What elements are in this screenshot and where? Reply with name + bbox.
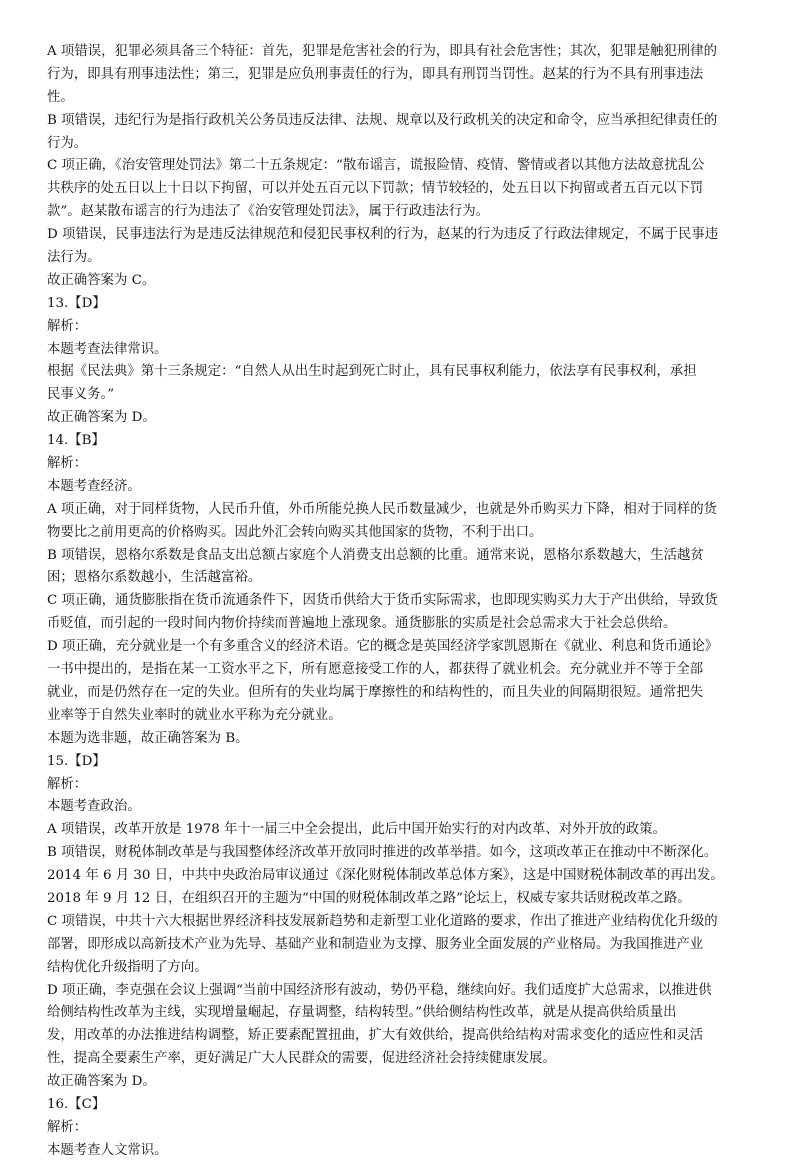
text-line: B 项错误，财税体制改革是与我国整体经济改革开放同时推进的改革举措。如今，这项改革正在推动中不断深化。	[47, 845, 718, 861]
text-line: D 项正确，充分就业是一个有多重含义的经济术语。它的概念是英国经济学家凯恩斯在《就业、利息和货币通论》	[47, 639, 719, 655]
text-line: D 项正确，李克强在会议上强调“当前中国经济形有波动，势仍平稳，继续向好。我们适度扩大总需求，以推进供	[47, 982, 712, 998]
text-line: 根据《民法典》第十三条规定：“自然人从出生时起到死亡时止，具有民事权利能力，依法享有民事权利，承担	[47, 364, 697, 380]
text-line: 16.【C】	[47, 1096, 106, 1112]
text-line: 发，用改革的办法推进结构调整，矫正要素配置扭曲，扩大有效供给，提高供给结构对需求变化的适应性和灵活	[47, 1028, 704, 1044]
text-line: 本题考查人文常识。	[47, 1142, 168, 1158]
text-line: 法行为。	[47, 250, 101, 266]
text-line: 解析：	[47, 456, 88, 472]
text-line: C 项正确，通货膨胀指在货币流通条件下，因货币供给大于货币实际需求，也即现实购买力大于产出供给，导致货	[47, 593, 718, 609]
text-line: B 项错误，违纪行为是指行政机关公务员违反法律、法规、规章以及行政机关的决定和命令，应当承担纪律责任的	[47, 112, 718, 128]
text-line: 币贬值，而引起的一段时间内物价持续而普遍地上涨现象。通货膨胀的实质是社会总需求大于社会总供给。	[47, 616, 677, 632]
text-line: 款”。赵某散布谣言的行为违法了《治安管理处罚法》，属于行政违法行为。	[47, 204, 490, 220]
text-line: C 项错误，中共十六大根据世界经济科技发展新趋势和走新型工业化道路的要求，作出了推进产业结构优化升级的	[47, 913, 718, 929]
text-line: 行为。	[47, 135, 88, 151]
text-line: 2014 年 6 月 30 日，中共中央政治局审议通过《深化财税体制改革总体方案》，这是中国财税体制改革的再出发。	[47, 868, 724, 884]
text-line: 困；恩格尔系数越小，生活越富裕。	[47, 570, 262, 586]
text-line: 故正确答案为 D。	[47, 1074, 156, 1090]
text-line: A 项错误，改革开放是 1978 年十一届三中全会提出，此后中国开始实行的对内改革、对外开放的政策。	[47, 822, 666, 838]
text-line: 物要比之前用更高的价格购买。因此外汇会转向购买其他国家的货物，不利于出口。	[47, 524, 543, 540]
text-line: 14.【B】	[47, 433, 105, 449]
text-line: 就业，而是仍然存在一定的失业。但所有的失业均属于摩擦性的和结构性的，而且失业的间隔期很短。通常把失	[47, 684, 704, 700]
text-line: 13.【D】	[47, 295, 106, 311]
text-line: 解析：	[47, 318, 88, 334]
text-line: 结构优化升级指明了方向。	[47, 959, 208, 975]
text-line: 故正确答案为 C。	[47, 272, 156, 288]
text-line: 一书中提出的，是指在某一工资水平之下，所有愿意接受工作的人，都获得了就业机会。充分就业并不等于全部	[47, 662, 704, 678]
text-line: C 项正确，《治安管理处罚法》第二十五条规定：“散布谣言，谎报险情、疫情、警情或者以其他方法故意扰乱公	[47, 158, 705, 174]
text-line: 给侧结构性改革为主线，实现增量崛起，存量调整，结构转型。”供给侧结构性改革，就是从提高供给质量出	[47, 1005, 677, 1021]
text-line: 行为，即具有刑事违法性；第三，犯罪是应负刑事责任的行为，即具有刑罚当罚性。赵某的行为不具有刑事违法	[47, 66, 704, 82]
text-line: B 项错误，恩格尔系数是食品支出总额占家庭个人消费支出总额的比重。通常来说，恩格尔系数越大，生活越贫	[47, 547, 704, 563]
text-line: 业率等于自然失业率时的就业水平称为充分就业。	[47, 707, 342, 723]
text-line: 民事义务。”	[47, 387, 115, 403]
text-line: D 项错误，民事违法行为是违反法律规范和侵犯民事权利的行为，赵某的行为违反了行政法律规定，不属于民事违	[47, 227, 719, 243]
text-line: 部署，即形成以高新技术产业为先导、基础产业和制造业为支撑、服务业全面发展的产业格局。为我国推进产业	[47, 936, 704, 952]
text-line: 共秩序的处五日以上十日以下拘留，可以并处五百元以下罚款；情节较轻的，处五日以下拘留或者五百元以下罚	[47, 181, 704, 197]
text-line: 本题考查经济。	[47, 478, 141, 494]
text-line: 本题为选非题，故正确答案为 B。	[47, 730, 249, 746]
text-line: 解析：	[47, 1119, 88, 1135]
text-line: 本题考查政治。	[47, 799, 141, 815]
text-line: 性。	[47, 89, 74, 105]
text-line: 2018 年 9 月 12 日，在组织召开的主题为“中国的财税体制改革之路”论坛上，权威专家共话财税改革之路。	[47, 890, 691, 906]
text-line: A 项错误，犯罪必须具备三个特征：首先，犯罪是危害社会的行为，即具有社会危害性；其次，犯罪是触犯刑律的	[47, 44, 718, 59]
text-line: 解析：	[47, 776, 88, 792]
text-line: A 项正确，对于同样货物，人民币升值，外币所能兑换人民币数量减少，也就是外币购买力下降，相对于同样的货	[47, 501, 718, 517]
text-line: 本题考查法律常识。	[47, 341, 168, 357]
text-line: 15.【D】	[47, 753, 106, 769]
text-line: 性，提高全要素生产率，更好满足广大人民群众的需要，促进经济社会持续健康发展。	[47, 1051, 556, 1067]
text-line: 故正确答案为 D。	[47, 410, 156, 426]
